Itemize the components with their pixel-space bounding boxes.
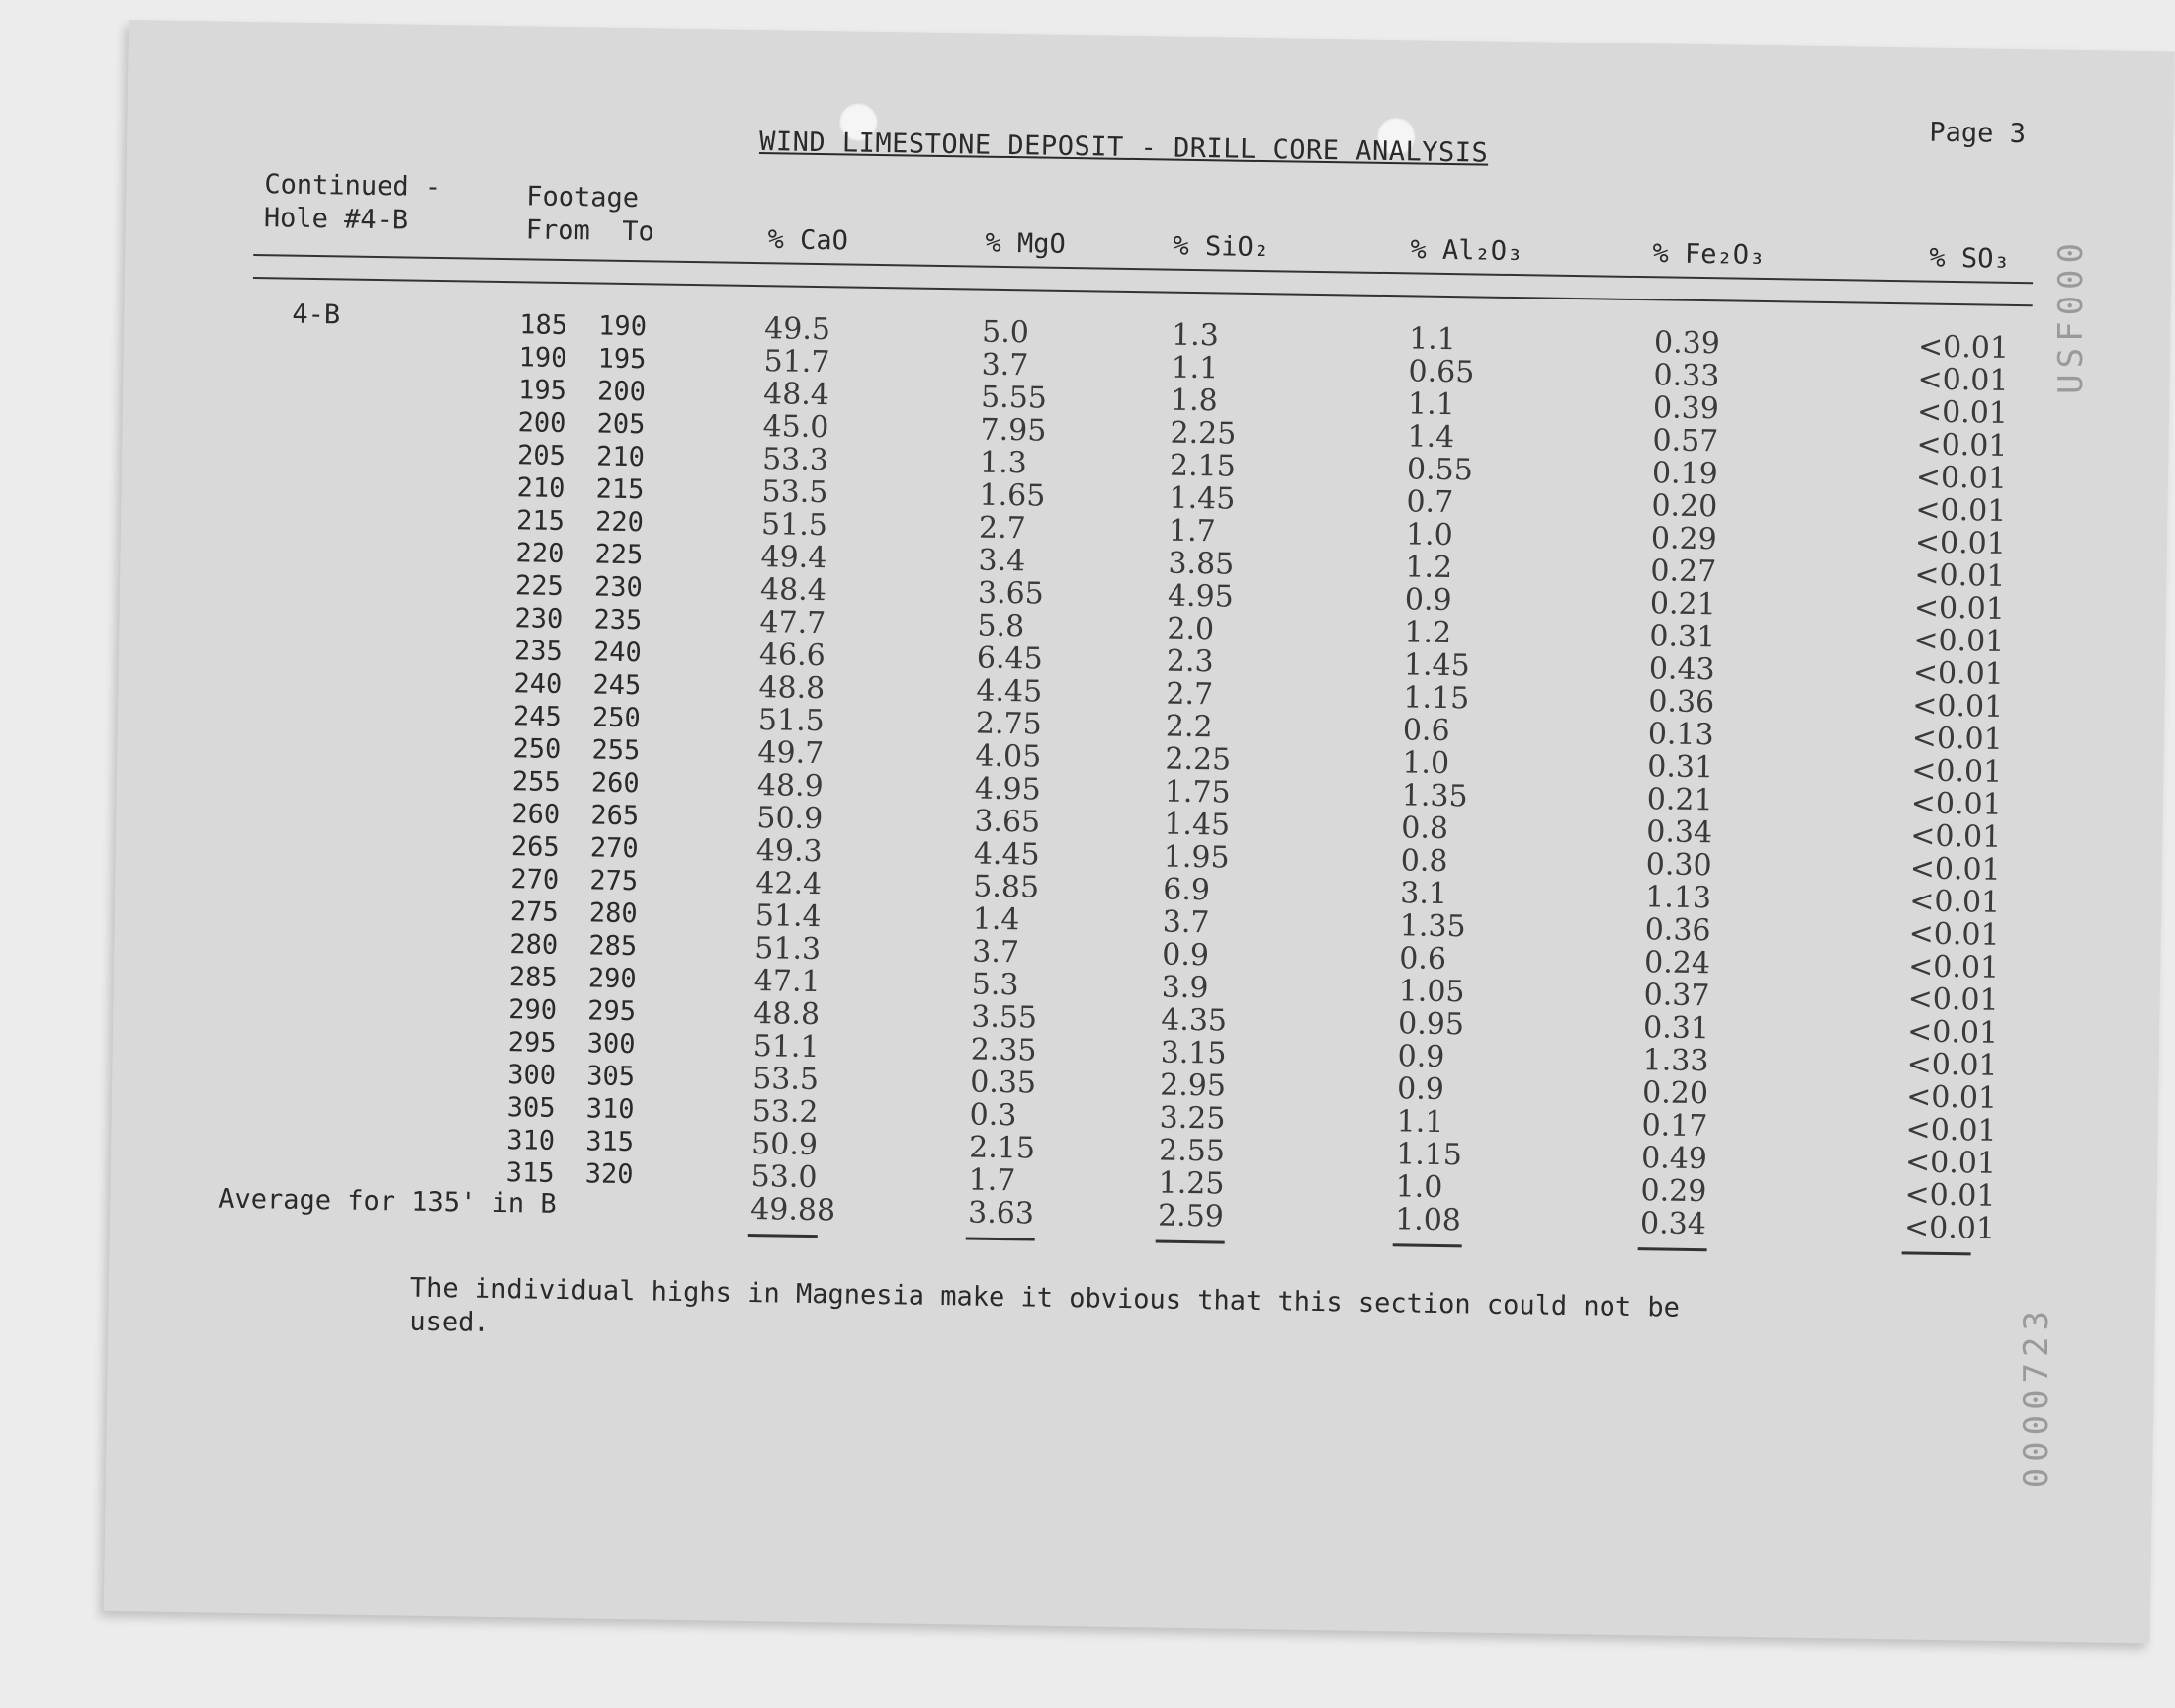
cell-so3: <0.01 [1917, 362, 2009, 398]
cell-sio2: 2.25 [1170, 415, 1237, 452]
cell-so3: <0.01 [1911, 721, 2004, 757]
cell-al2o3: 0.95 [1397, 1006, 1465, 1043]
cell-al2o3: 1.35 [1401, 778, 1468, 814]
cell-to: 255 [591, 734, 641, 767]
cell-from: 220 [515, 538, 565, 569]
cell-cao: 49.7 [757, 735, 825, 772]
footnote: The individual highs in Magnesia make it obvious that this section could not be used. [409, 1272, 1681, 1338]
cell-mgo: 2.75 [975, 706, 1042, 742]
cell-fe2o3: 0.13 [1647, 717, 1714, 753]
cell-fe2o3: 0.37 [1643, 978, 1710, 1014]
cell-mgo: 4.95 [974, 771, 1041, 808]
cell-so3: <0.01 [1916, 427, 2008, 464]
cell-al2o3: 0.6 [1402, 713, 1450, 749]
cell-al2o3: 1.15 [1395, 1137, 1463, 1173]
cell-from: 190 [518, 342, 567, 375]
cell-sio2: 0.9 [1161, 937, 1210, 974]
cell-from: 205 [516, 440, 566, 471]
cell-from: 250 [512, 733, 562, 765]
cell-cao: 53.2 [751, 1094, 819, 1131]
cell-to: 225 [594, 539, 644, 571]
cell-al2o3: 0.7 [1406, 484, 1454, 521]
cell-to: 290 [587, 963, 637, 995]
cell-al2o3: 1.0 [1405, 517, 1453, 554]
header-al2o3: % Al₂O₃ [1410, 234, 1523, 268]
cell-from: 215 [515, 505, 566, 537]
cell-sio2: 1.8 [1170, 383, 1219, 419]
cell-fe2o3: 0.43 [1648, 651, 1715, 688]
cell-mgo: 3.7 [981, 347, 1029, 384]
cell-to: 210 [595, 441, 646, 473]
cell-mgo: 1.3 [979, 445, 1028, 481]
cell-sio2: 1.1 [1171, 350, 1219, 386]
cell-sio2: 1.7 [1168, 513, 1216, 550]
header-fe2o3: % Fe₂O₃ [1652, 238, 1766, 272]
cell-from: 290 [508, 994, 558, 1026]
cell-fe2o3: 0.29 [1640, 1173, 1707, 1210]
average-sio2: 2.59 [1157, 1198, 1225, 1235]
cell-cao: 50.9 [750, 1127, 819, 1163]
average-mgo: 3.63 [967, 1195, 1035, 1232]
cell-sio2: 2.25 [1165, 741, 1232, 778]
average-underline-fe2o3 [1638, 1247, 1707, 1251]
header-hole: Hole #4-B [263, 203, 409, 236]
cell-so3: <0.01 [1916, 394, 2009, 431]
cell-fe2o3: 0.57 [1652, 423, 1719, 460]
cell-cao: 46.6 [758, 638, 826, 674]
cell-so3: <0.01 [1915, 460, 2008, 496]
cell-so3: <0.01 [1907, 982, 1999, 1018]
average-underline-sio2 [1156, 1239, 1225, 1243]
cell-to: 195 [597, 343, 647, 376]
cell-al2o3: 1.2 [1405, 550, 1453, 586]
cell-al2o3: 0.8 [1401, 811, 1449, 847]
document-sheet [104, 20, 2175, 1643]
cell-cao: 45.0 [762, 409, 829, 446]
cell-fe2o3: 0.27 [1650, 554, 1717, 590]
cell-sio2: 3.7 [1162, 904, 1210, 941]
cell-cao: 48.8 [758, 670, 826, 707]
cell-to: 205 [596, 408, 646, 441]
cell-from: 200 [517, 407, 566, 439]
cell-fe2o3: 0.31 [1647, 749, 1714, 786]
cell-al2o3: 1.0 [1395, 1169, 1443, 1206]
cell-al2o3: 1.35 [1399, 908, 1466, 945]
cell-so3: <0.01 [1914, 557, 2006, 594]
cell-fe2o3: 1.33 [1642, 1043, 1709, 1079]
cell-fe2o3: 0.19 [1651, 456, 1719, 492]
page-number: Page 3 [1929, 117, 2027, 150]
cell-sio2: 1.95 [1163, 839, 1230, 876]
cell-al2o3: 0.9 [1404, 582, 1452, 619]
average-underline-so3 [1902, 1251, 1971, 1255]
average-so3: <0.01 [1903, 1210, 1996, 1246]
cell-sio2: 2.3 [1166, 643, 1214, 680]
cell-fe2o3: 0.34 [1646, 814, 1713, 851]
cell-to: 235 [593, 604, 643, 637]
column-mgo [968, 316, 1048, 1231]
cell-sio2: 2.95 [1159, 1068, 1227, 1104]
cell-from: 305 [506, 1092, 556, 1124]
header-rule-top [253, 254, 2033, 284]
cell-mgo: 3.4 [978, 543, 1026, 579]
cell-so3: <0.01 [1907, 949, 2000, 985]
cell-al2o3: 0.6 [1398, 941, 1447, 978]
cell-from: 280 [509, 929, 559, 961]
cell-to: 260 [590, 767, 640, 800]
cell-to: 220 [594, 506, 645, 539]
cell-fe2o3: 0.21 [1649, 586, 1716, 623]
cell-from: 235 [513, 636, 564, 667]
cell-fe2o3: 0.33 [1653, 358, 1720, 394]
cell-so3: <0.01 [1908, 916, 2000, 953]
cell-so3: <0.01 [1911, 753, 2003, 790]
cell-al2o3: 1.15 [1403, 680, 1470, 717]
cell-from: 265 [510, 831, 560, 863]
cell-so3: <0.01 [1905, 1079, 1998, 1116]
cell-from: 275 [509, 897, 559, 928]
column-al2o3 [1395, 322, 1475, 1237]
cell-mgo: 1.65 [979, 477, 1046, 514]
cell-sio2: 2.0 [1167, 611, 1215, 647]
cell-fe2o3: 0.36 [1648, 684, 1715, 721]
cell-mgo: 1.4 [972, 901, 1020, 938]
cell-from: 230 [514, 603, 564, 635]
cell-al2o3: 0.8 [1400, 843, 1448, 880]
average-underline-cao [748, 1234, 818, 1238]
average-fe2o3: 0.34 [1639, 1206, 1707, 1242]
column-to [584, 310, 647, 1192]
cell-mgo: 2.15 [968, 1130, 1036, 1166]
cell-to: 315 [584, 1126, 635, 1158]
header-rule-bottom [253, 277, 2033, 306]
cell-to: 190 [597, 310, 648, 343]
cell-fe2o3: 0.36 [1644, 912, 1711, 949]
cell-mgo: 4.45 [973, 836, 1040, 873]
cell-so3: <0.01 [1906, 1014, 1999, 1051]
stamp-bottom: 0000723 [2017, 1305, 2056, 1489]
cell-from: 195 [517, 375, 567, 407]
cell-sio2: 6.9 [1163, 872, 1211, 908]
stamp-top: USF000 [2051, 237, 2091, 394]
cell-cao: 51.5 [760, 507, 828, 544]
cell-to: 245 [592, 669, 642, 702]
cell-al2o3: 0.9 [1396, 1071, 1445, 1108]
cell-mgo: 4.05 [975, 738, 1042, 775]
cell-cao: 48.9 [756, 768, 824, 805]
cell-from: 185 [518, 309, 568, 342]
cell-cao: 48.4 [759, 572, 827, 609]
cell-to: 310 [585, 1093, 635, 1126]
cell-fe2o3: 0.17 [1641, 1108, 1708, 1145]
cell-cao: 49.5 [763, 311, 831, 348]
cell-cao: 51.1 [752, 1029, 820, 1066]
cell-cao: 47.1 [753, 964, 821, 1000]
cell-al2o3: 1.2 [1404, 615, 1452, 651]
cell-mgo: 5.85 [973, 869, 1040, 905]
cell-fe2o3: 0.24 [1643, 945, 1711, 982]
document-title: WIND LIMESTONE DEPOSIT - DRILL CORE ANALYSIS [758, 127, 1489, 169]
cell-cao: 48.4 [762, 377, 830, 413]
cell-from: 255 [511, 766, 561, 798]
cell-mgo: 2.35 [970, 1032, 1037, 1068]
cell-cao: 51.4 [754, 898, 822, 935]
cell-mgo: 7.95 [980, 412, 1047, 449]
cell-mgo: 2.7 [978, 510, 1027, 547]
cell-cao: 53.5 [751, 1062, 820, 1098]
cell-fe2o3: 0.20 [1651, 488, 1718, 525]
column-from [505, 308, 567, 1190]
cell-al2o3: 1.1 [1407, 386, 1456, 423]
cell-sio2: 1.45 [1164, 807, 1231, 843]
average-underline-mgo [966, 1237, 1035, 1240]
cell-to: 270 [589, 832, 639, 865]
cell-so3: <0.01 [1915, 492, 2007, 529]
cell-mgo: 0.3 [969, 1097, 1017, 1134]
cell-cao: 51.3 [754, 931, 822, 968]
column-fe2o3 [1640, 326, 1720, 1240]
cell-fe2o3: 0.49 [1640, 1141, 1708, 1177]
cell-to: 250 [591, 702, 641, 734]
cell-cao: 42.4 [755, 866, 823, 902]
cell-so3: <0.01 [1917, 329, 2010, 366]
cell-from: 310 [505, 1125, 556, 1156]
cell-al2o3: 1.05 [1398, 974, 1465, 1010]
cell-fe2o3: 0.30 [1645, 847, 1712, 884]
cell-fe2o3: 0.39 [1653, 325, 1721, 362]
cell-sio2: 3.25 [1159, 1100, 1226, 1137]
cell-al2o3: 1.45 [1403, 647, 1470, 684]
cell-al2o3: 1.1 [1396, 1104, 1444, 1141]
cell-fe2o3: 0.31 [1642, 1010, 1710, 1047]
cell-to: 300 [586, 1028, 636, 1061]
cell-sio2: 2.15 [1169, 448, 1237, 484]
cell-to: 215 [595, 473, 645, 506]
cell-mgo: 4.45 [976, 673, 1043, 710]
cell-so3: <0.01 [1906, 1047, 1998, 1083]
cell-sio2: 4.35 [1160, 1002, 1228, 1039]
average-al2o3: 1.08 [1394, 1202, 1462, 1238]
header-so3: % SO₃ [1929, 242, 2010, 275]
cell-so3: <0.01 [1909, 818, 2002, 855]
cell-fe2o3: 0.39 [1652, 390, 1720, 427]
cell-to: 295 [587, 995, 637, 1028]
cell-so3: <0.01 [1904, 1177, 1996, 1214]
cell-sio2: 2.55 [1158, 1133, 1226, 1169]
cell-mgo: 5.8 [977, 608, 1025, 644]
cell-cao: 53.0 [750, 1159, 818, 1196]
header-mgo: % MgO [985, 227, 1067, 260]
cell-al2o3: 1.4 [1407, 419, 1455, 456]
cell-cao: 53.3 [761, 442, 829, 478]
cell-sio2: 4.95 [1167, 578, 1235, 615]
cell-mgo: 5.0 [981, 314, 1030, 351]
cell-mgo: 5.3 [971, 967, 1019, 1003]
cell-mgo: 5.55 [980, 380, 1048, 416]
cell-to: 285 [588, 930, 638, 963]
cell-mgo: 1.7 [968, 1162, 1016, 1199]
cell-sio2: 2.7 [1166, 676, 1214, 713]
cell-so3: <0.01 [1905, 1112, 1997, 1149]
cell-from: 240 [513, 668, 563, 700]
cell-to: 320 [584, 1158, 634, 1191]
header-cao: % CaO [767, 224, 849, 257]
cell-so3: <0.01 [1912, 688, 2004, 725]
cell-so3: <0.01 [1909, 851, 2001, 888]
cell-sio2: 1.75 [1164, 774, 1231, 811]
average-cao: 49.88 [749, 1192, 836, 1229]
cell-so3: <0.01 [1908, 884, 2001, 920]
column-sio2 [1158, 319, 1238, 1234]
cell-sio2: 3.9 [1161, 970, 1209, 1006]
cell-mgo: 3.65 [974, 804, 1041, 840]
cell-to: 230 [593, 571, 644, 604]
cell-fe2o3: 1.13 [1644, 880, 1712, 916]
header-sio2: % SiO₂ [1173, 230, 1270, 264]
cell-fe2o3: 0.29 [1650, 521, 1718, 557]
cell-mgo: 3.55 [970, 999, 1038, 1036]
cell-to: 280 [588, 897, 638, 930]
cell-from: 225 [514, 570, 565, 602]
cell-to: 240 [592, 637, 643, 669]
cell-al2o3: 0.55 [1406, 452, 1474, 488]
cell-sio2: 1.45 [1169, 480, 1236, 517]
cell-so3: <0.01 [1914, 525, 2007, 561]
average-underline-al2o3 [1393, 1243, 1462, 1247]
cell-cao: 49.3 [755, 833, 823, 870]
cell-sio2: 3.85 [1168, 546, 1235, 582]
cell-cao: 51.7 [763, 344, 830, 381]
cell-from: 210 [516, 472, 566, 504]
cell-mgo: 6.45 [976, 640, 1044, 677]
cell-from: 260 [511, 799, 561, 830]
cell-from: 245 [512, 701, 562, 732]
cell-al2o3: 0.9 [1397, 1039, 1445, 1075]
cell-mgo: 3.65 [977, 575, 1045, 612]
header-continued: Continued - [264, 169, 442, 203]
cell-fe2o3: 0.21 [1646, 782, 1713, 818]
cell-from: 315 [505, 1157, 555, 1189]
cell-fe2o3: 0.31 [1649, 619, 1716, 655]
cell-to: 275 [589, 865, 639, 897]
cell-al2o3: 1.1 [1408, 321, 1457, 358]
cell-cao: 51.5 [757, 703, 826, 739]
cell-sio2: 1.25 [1158, 1165, 1225, 1202]
cell-sio2: 2.2 [1165, 709, 1213, 745]
cell-al2o3: 0.65 [1408, 354, 1475, 390]
cell-al2o3: 3.1 [1400, 876, 1448, 912]
cell-sio2: 1.3 [1171, 317, 1220, 354]
cell-so3: <0.01 [1904, 1145, 1997, 1181]
cell-so3: <0.01 [1912, 655, 2005, 692]
cell-mgo: 3.7 [972, 934, 1020, 971]
cell-from: 285 [508, 962, 558, 993]
header-footage: Footage [525, 181, 640, 214]
header-from-to: From To [525, 214, 654, 248]
cell-cao: 53.5 [761, 474, 828, 511]
cell-from: 300 [507, 1060, 557, 1091]
cell-fe2o3: 0.20 [1641, 1075, 1709, 1112]
cell-from: 270 [510, 864, 560, 896]
cell-so3: <0.01 [1913, 590, 2006, 627]
cell-mgo: 0.35 [969, 1065, 1037, 1101]
cell-cao: 48.8 [753, 996, 821, 1033]
cell-cao: 49.4 [760, 540, 827, 576]
column-so3 [1904, 330, 2009, 1244]
average-label: Average for 135' in B [218, 1183, 557, 1220]
hole-id: 4-B [292, 299, 341, 331]
cell-cao: 47.7 [759, 605, 826, 641]
cell-so3: <0.01 [1910, 786, 2002, 822]
column-cao [750, 312, 849, 1227]
cell-to: 265 [590, 800, 640, 832]
cell-cao: 50.9 [756, 801, 824, 837]
cell-from: 295 [507, 1027, 557, 1059]
cell-al2o3: 1.0 [1402, 745, 1450, 782]
cell-to: 305 [586, 1061, 636, 1093]
cell-sio2: 3.15 [1160, 1035, 1227, 1071]
cell-to: 200 [596, 376, 647, 408]
cell-so3: <0.01 [1913, 623, 2005, 659]
